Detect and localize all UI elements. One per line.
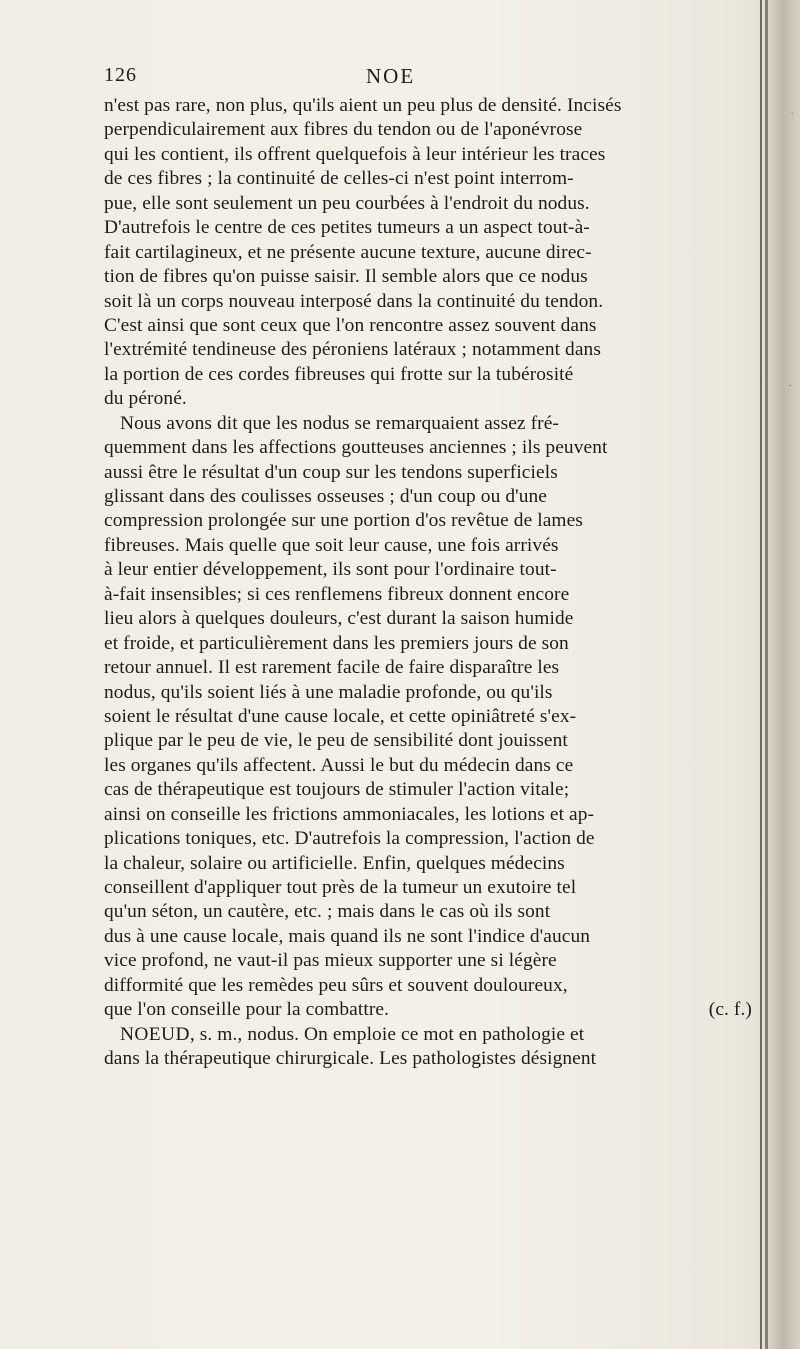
text-line [104, 656, 764, 680]
line-text: la chaleur, solaire ou artificielle. Enfin, quelques médecins [104, 852, 565, 874]
text-line [104, 338, 764, 362]
text-line [104, 94, 764, 118]
text-line [104, 778, 764, 802]
text-line [104, 998, 764, 1022]
line-text: retour annuel. Il est rarement facile de faire disparaître les [104, 657, 560, 679]
text-line [104, 803, 764, 827]
line-text: plications toniques, etc. D'autrefois la compression, l'action de [104, 828, 595, 850]
text-line [104, 192, 764, 216]
text-line [104, 729, 764, 753]
text-line [104, 681, 764, 705]
text-line [104, 216, 764, 240]
line-text: à-fait insensibles; si ces renflemens fibreux donnent encore [104, 583, 570, 605]
text-line [104, 607, 764, 631]
line-text: soit là un corps nouveau interposé dans la continuité du tendon. [104, 290, 604, 312]
line-text: les organes qu'ils affectent. Aussi le but du médecin dans ce [104, 754, 574, 776]
line-text: aussi être le résultat d'un coup sur les tendons superficiels [104, 461, 558, 483]
text-line [104, 461, 764, 485]
line-text: , s. m., nodus. On emploie ce mot en pathologie et [189, 1023, 585, 1045]
text-line [104, 949, 764, 973]
text-line [104, 705, 764, 729]
text-line [104, 241, 764, 265]
line-text: perpendiculairement aux fibres du tendon ou de l'aponévrose [104, 119, 583, 141]
text-line [104, 900, 764, 924]
page-header [104, 64, 744, 92]
line-text: conseillent d'appliquer tout près de la tumeur un exutoire tel [104, 877, 577, 898]
text-line [104, 632, 764, 656]
author-signature: (c. f.) [708, 999, 752, 1021]
show-through-mark: · [790, 108, 794, 120]
text-line [104, 583, 764, 607]
line-text: fibreuses. Mais quelle que soit leur cause, une fois arrivés [104, 534, 559, 556]
line-text: pue, elle sont seulement un peu courbées à l'endroit du nodus. [104, 192, 590, 214]
line-text: dans la thérapeutique chirurgicale. Les pathologistes désignent [104, 1048, 597, 1070]
line-text: plique par le peu de vie, le peu de sensibilité dont jouissent [104, 730, 568, 752]
text-line [104, 974, 764, 998]
line-text: nodus, qu'ils soient liés à une maladie profonde, ou qu'ils [104, 681, 553, 703]
line-text: cas de thérapeutique est toujours de stimuler l'action vitale; [104, 779, 570, 801]
line-text: la portion de ces cordes fibreuses qui frotte sur la tubérosité [104, 363, 574, 385]
text-line [104, 485, 764, 509]
line-text: C'est ainsi que sont ceux que l'on rencontre assez souvent dans [104, 314, 597, 336]
line-text: compression prolongée sur une portion d'os revêtue de lames [104, 510, 583, 532]
text-line [104, 363, 764, 387]
article-body [104, 94, 764, 1072]
line-text: difformité que les remèdes peu sûrs et souvent douloureux, [104, 974, 568, 996]
line-text: glissant dans des coulisses osseuses ; d'un coup ou d'une [104, 486, 548, 507]
text-line [104, 314, 764, 338]
text-line [104, 265, 764, 289]
line-text: qui les contient, ils offrent quelquefois à leur intérieur les traces [104, 143, 606, 165]
line-text: que l'on conseille pour la combattre. [104, 999, 390, 1021]
line-text: vice profond, ne vaut-il pas mieux supporter une si légère [104, 950, 557, 972]
text-line [104, 1047, 764, 1071]
text-line [104, 118, 764, 142]
line-text: soient le résultat d'une cause locale, et cette opiniâtreté s'ex- [104, 705, 577, 727]
line-text: quemment dans les affections goutteuses anciennes ; ils peuvent [104, 437, 608, 459]
line-text: fait cartilagineux, et ne présente aucune texture, aucune direc- [104, 241, 592, 263]
text-line [104, 925, 764, 949]
binding-shadow [765, 0, 768, 1349]
line-text: D'autrefois le centre de ces petites tumeurs a un aspect tout-à- [104, 217, 590, 239]
text-line [104, 412, 764, 436]
line-text: à leur entier développement, ils sont pour l'ordinaire tout- [104, 559, 557, 581]
line-text: ainsi on conseille les frictions ammoniacales, les lotions et ap- [104, 803, 595, 825]
line-text: du péroné. [104, 388, 187, 410]
line-text: n'est pas rare, non plus, qu'ils aient un peu plus de densité. Incisés [104, 95, 622, 116]
text-line [104, 509, 764, 533]
show-through-mark: · [788, 380, 792, 392]
line-text: Nous avons dit que les nodus se remarquaient assez fré- [120, 412, 559, 434]
line-text: de ces fibres ; la continuité de celles-ci n'est point interrom- [104, 168, 574, 190]
text-line [104, 143, 764, 167]
text-line [104, 436, 764, 460]
text-line [104, 827, 764, 851]
text-line [104, 754, 764, 778]
text-line [104, 387, 764, 411]
page-number: 126 [104, 64, 137, 86]
text-line [104, 852, 764, 876]
text-line [104, 290, 764, 314]
line-text: lieu alors à quelques douleurs, c'est durant la saison humide [104, 608, 574, 630]
entry-headword: NOEUD [120, 1023, 190, 1045]
line-text: l'extrémité tendineuse des péroniens latéraux ; notamment dans [104, 339, 601, 361]
text-line [104, 558, 764, 582]
text-line [104, 876, 764, 900]
text-line [104, 534, 764, 558]
line-text: qu'un séton, un cautère, etc. ; mais dans le cas où ils sont [104, 901, 551, 923]
line-text: et froide, et particulièrement dans les premiers jours de son [104, 632, 569, 654]
text-line [104, 1023, 764, 1047]
line-text: tion de fibres qu'on puisse saisir. Il semble alors que ce nodus [104, 266, 588, 288]
text-line [104, 167, 764, 191]
running-title: NOE [366, 64, 416, 88]
line-text: dus à une cause locale, mais quand ils ne sont l'indice d'aucun [104, 925, 591, 947]
